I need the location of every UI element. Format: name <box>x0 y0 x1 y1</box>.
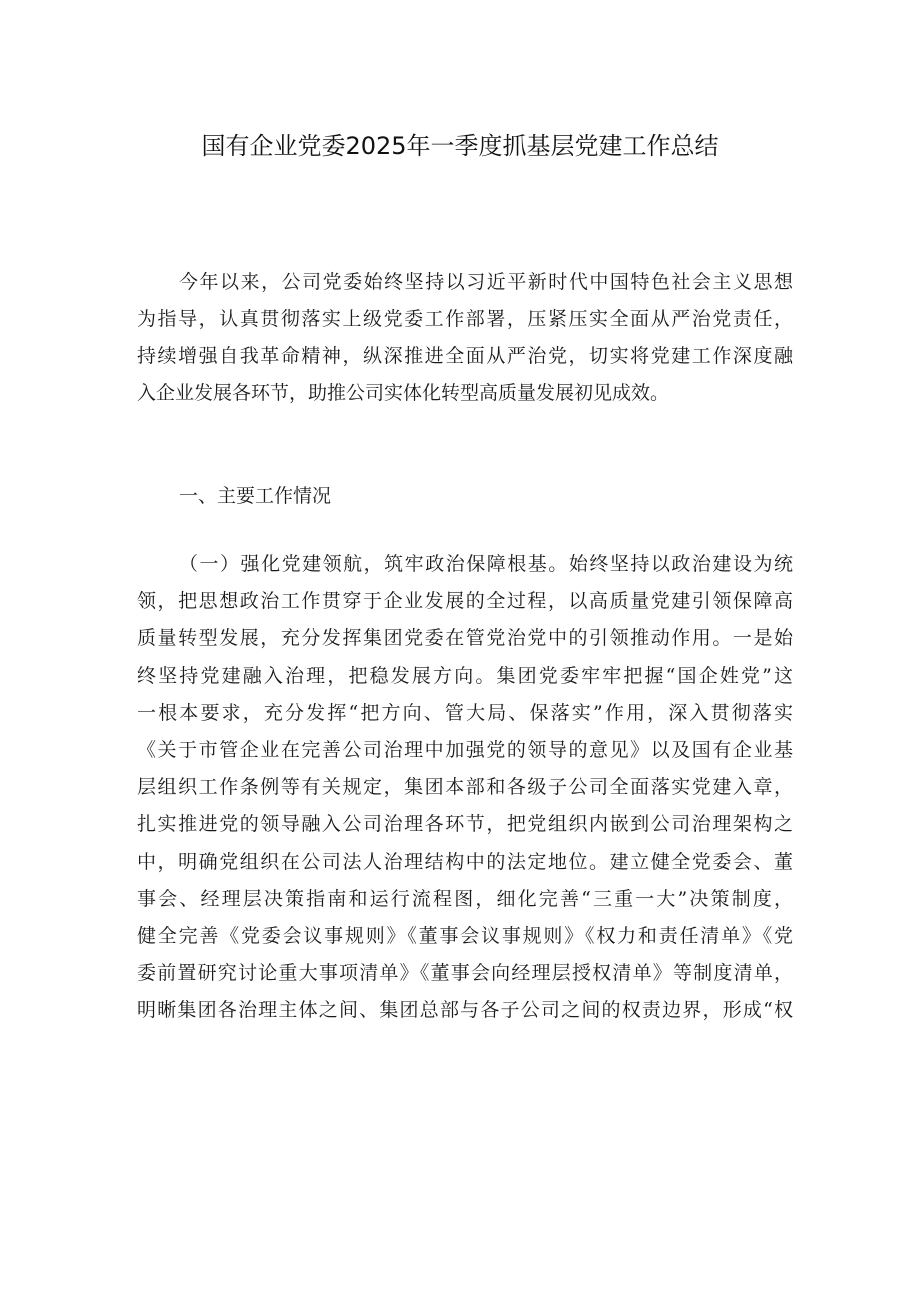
intro-line-2: 为指导，认真贯彻落实上级党委工作部署，压紧压实全面从严治党责任， <box>137 308 793 330</box>
document-title: 国有企业党委2025年一季度抓基层党建工作总结 <box>201 132 719 160</box>
section1-line-7: 层组织工作条例等有关规定，集团本部和各级子公司全面落实党建入章， <box>137 776 793 798</box>
intro-line-3: 持续增强自我革命精神，纵深推进全面从严治党，切实将党建工作深度融 <box>137 345 793 367</box>
section1-line-12: 委前置研究讨论重大事项清单》《董事会向经理层授权清单》等制度清单， <box>137 962 793 984</box>
section-heading: 一、主要工作情况 <box>179 485 332 507</box>
section1-line-4: 终坚持党建融入治理，把稳发展方向。集团党委牢牢把握“国企姓党”这 <box>137 665 793 687</box>
intro-line-4: 入企业发展各环节，助推公司实体化转型高质量发展初见成效。 <box>137 382 670 404</box>
section1-line-10: 事会、经理层决策指南和运行流程图，细化完善“三重一大”决策制度， <box>137 888 793 910</box>
section1-line-3: 质量转型发展，充分发挥集团党委在管党治党中的引领推动作用。一是始 <box>137 627 793 649</box>
section1-line-13: 明晰集团各治理主体之间、集团总部与各子公司之间的权责边界，形成“权 <box>137 999 793 1021</box>
section1-line-2: 领，把思想政治工作贯穿于企业发展的全过程，以高质量党建引领保障高 <box>137 590 793 612</box>
section1-line-1: （一）强化党建领航，筑牢政治保障根基。始终坚持以政治建设为统 <box>179 553 793 575</box>
section1-line-5: 一根本要求，充分发挥“把方向、管大局、保落实”作用，深入贯彻落实 <box>137 702 793 724</box>
section1-line-9: 中，明确党组织在公司法人治理结构中的法定地位。建立健全党委会、董 <box>137 851 793 873</box>
section1-line-11: 健全完善《党委会议事规则》《董事会议事规则》《权力和责任清单》《党 <box>137 925 793 947</box>
section1-line-8: 扎实推进党的领导融入公司治理各环节，把党组织内嵌到公司治理架构之 <box>137 813 793 835</box>
section1-line-6: 《关于市管企业在完善公司治理中加强党的领导的意见》以及国有企业基 <box>137 739 793 761</box>
intro-line-1: 今年以来，公司党委始终坚持以习近平新时代中国特色社会主义思想 <box>179 271 793 293</box>
